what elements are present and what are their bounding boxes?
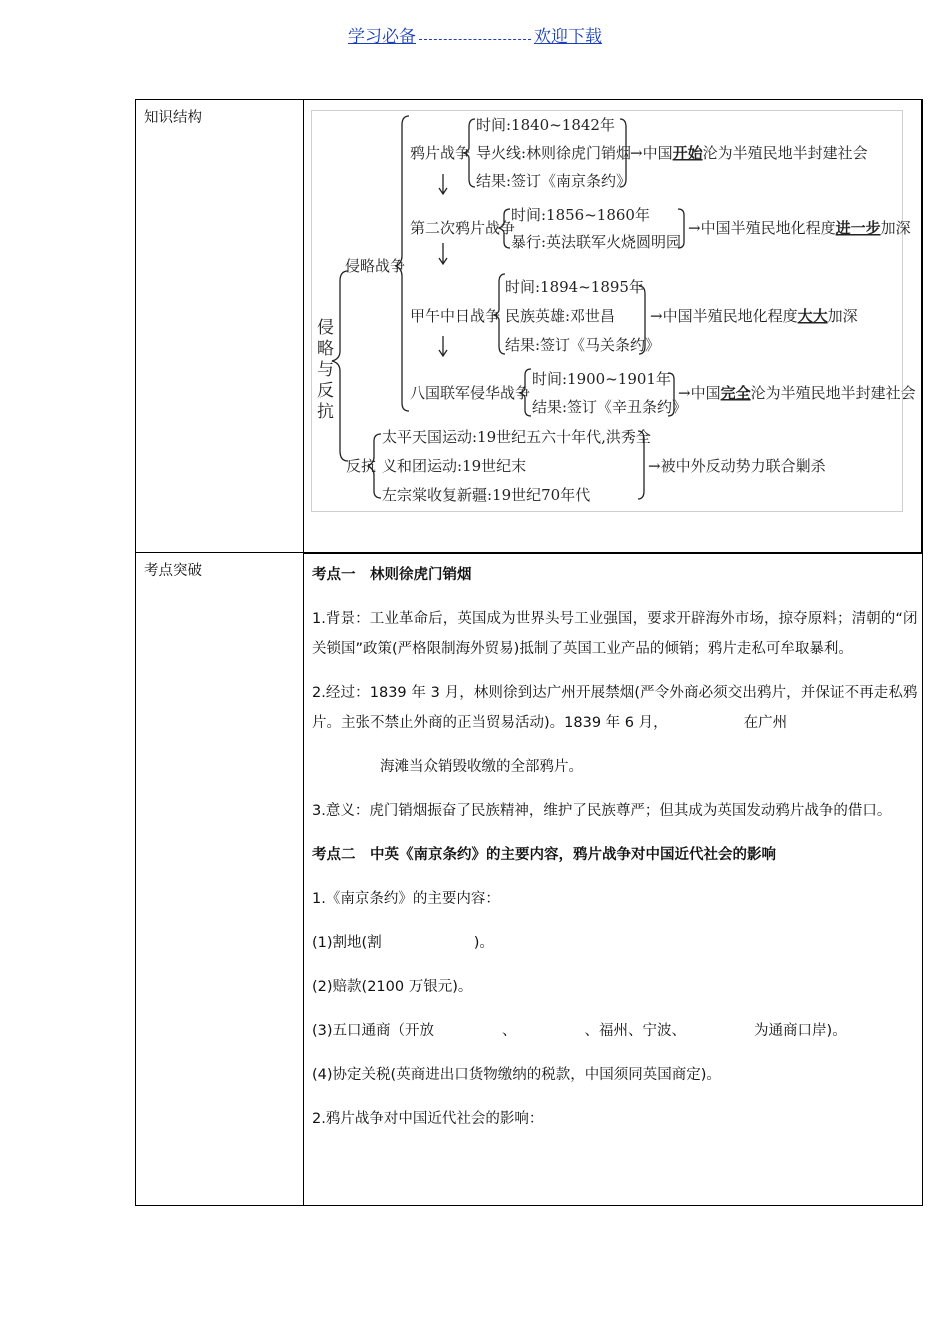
war2-result: →中国半殖民地化程度进一步加深 (688, 219, 911, 237)
point2-title: 考点二 中英《南京条约》的主要内容，鸦片战争对中国近代社会的影响 (312, 846, 776, 863)
structure-cell (304, 100, 923, 553)
point2-item2: (2)赔款(2100 万银元)。 (312, 978, 473, 995)
root-char-2: 与 (317, 360, 334, 380)
war4-name: 八国联军侵华战争 (410, 384, 531, 402)
point2-item1: (1)割地(割 )。 (312, 934, 494, 951)
point2-intro: 1.《南京条约》的主要内容： (312, 890, 500, 907)
root-char-1: 略 (317, 339, 334, 359)
arrow-down-1 (439, 174, 447, 194)
content-table (135, 99, 923, 1206)
resist-item-0: 太平天国运动:19世纪五六十年代,洪秀全 (382, 428, 651, 446)
war4-item-0: 时间:1900~1901年 (532, 370, 671, 388)
war1-item-1: 导火线:林则徐虎门销烟 (476, 144, 632, 162)
point2-item3: (3)五口通商（开放 、 、福州、宁波、 为通商口岸)。 (312, 1022, 847, 1039)
war1-name: 鸦片战争 (410, 144, 471, 162)
war3-item-0: 时间:1894~1895年 (505, 278, 644, 296)
war1-item-2: 结果:签订《南京条约》 (476, 172, 632, 190)
resist-item-2: 左宗棠收复新疆:19世纪70年代 (382, 486, 591, 504)
points-cell (304, 553, 923, 1206)
arrow-down-2 (439, 243, 447, 264)
war3-item-2: 结果:签订《马关条约》 (505, 336, 661, 354)
points-row (136, 553, 923, 1206)
point2-effect: 2.鸦片战争对中国近代社会的影响： (312, 1110, 544, 1127)
aggression-label: 侵略战争 (345, 257, 406, 275)
point1-process-cont: 海滩当众销毁收缴的全部鸦片。 (380, 758, 583, 775)
resistance-label: 反抗 (346, 457, 377, 475)
root-char-3: 反 (317, 381, 334, 401)
root-brace (332, 271, 348, 461)
war3-result: →中国半殖民地化程度大大加深 (650, 307, 858, 325)
point1-background: 1.背景：工业革命后，英国成为世界头号工业强国，要求开辟海外市场，掠夺原料；清朝的“闭关锁国”政策(严格限制海外贸易)抵制了英国工业产品的倾销；鸦片走私可牟取暴利。 (312, 610, 918, 657)
header-left-text: 学习必备 (348, 27, 416, 47)
war4-item-1: 结果:签订《辛丑条约》 (532, 398, 688, 416)
war1-item-0: 时间:1840~1842年 (476, 116, 615, 134)
points-label: 考点突破 (136, 553, 304, 1206)
war2-item-0: 时间:1856~1860年 (511, 206, 650, 224)
point1-title: 考点一 林则徐虎门销烟 (312, 566, 472, 583)
header-gap-line (419, 39, 531, 40)
point1-meaning: 3.意义：虎门销烟振奋了民族精神，维护了民族尊严；但其成为英国发动鸦片战争的借口。 (312, 802, 892, 819)
page-header (0, 22, 950, 47)
header-right-text: 欢迎下载 (534, 27, 602, 47)
war3-item-1: 民族英雄:邓世昌 (505, 307, 616, 325)
war2-name: 第二次鸦片战争 (410, 219, 516, 237)
root-char-0: 侵 (317, 318, 334, 338)
root-char-4: 抗 (317, 402, 334, 422)
resist-result: →被中外反动势力联合剿杀 (648, 457, 826, 475)
arrow-down-3 (439, 336, 447, 356)
structure-row (136, 100, 923, 553)
war3-name: 甲午中日战争 (410, 307, 501, 325)
diagram-svg (312, 111, 916, 511)
resist-item-1: 义和团运动:19世纪末 (382, 457, 527, 475)
point1-process: 2.经过：1839 年 3 月，林则徐到达广州开展禁烟(严令外商必须交出鸦片，并保证不再走私鸦片。主张不禁止外商的正当贸易活动)。1839 年 6 月， 在广州 (312, 684, 918, 731)
structure-label: 知识结构 (136, 100, 304, 553)
war2-item-1: 暴行:英法联军火烧圆明园 (511, 233, 682, 251)
war1-result: →中国开始沦为半殖民地半封建社会 (630, 144, 868, 162)
war4-result: →中国完全沦为半殖民地半封建社会 (678, 384, 916, 402)
knowledge-diagram (311, 110, 916, 512)
point2-item4: (4)协定关税(英商进出口货物缴纳的税款，中国须同英国商定)。 (312, 1066, 721, 1083)
